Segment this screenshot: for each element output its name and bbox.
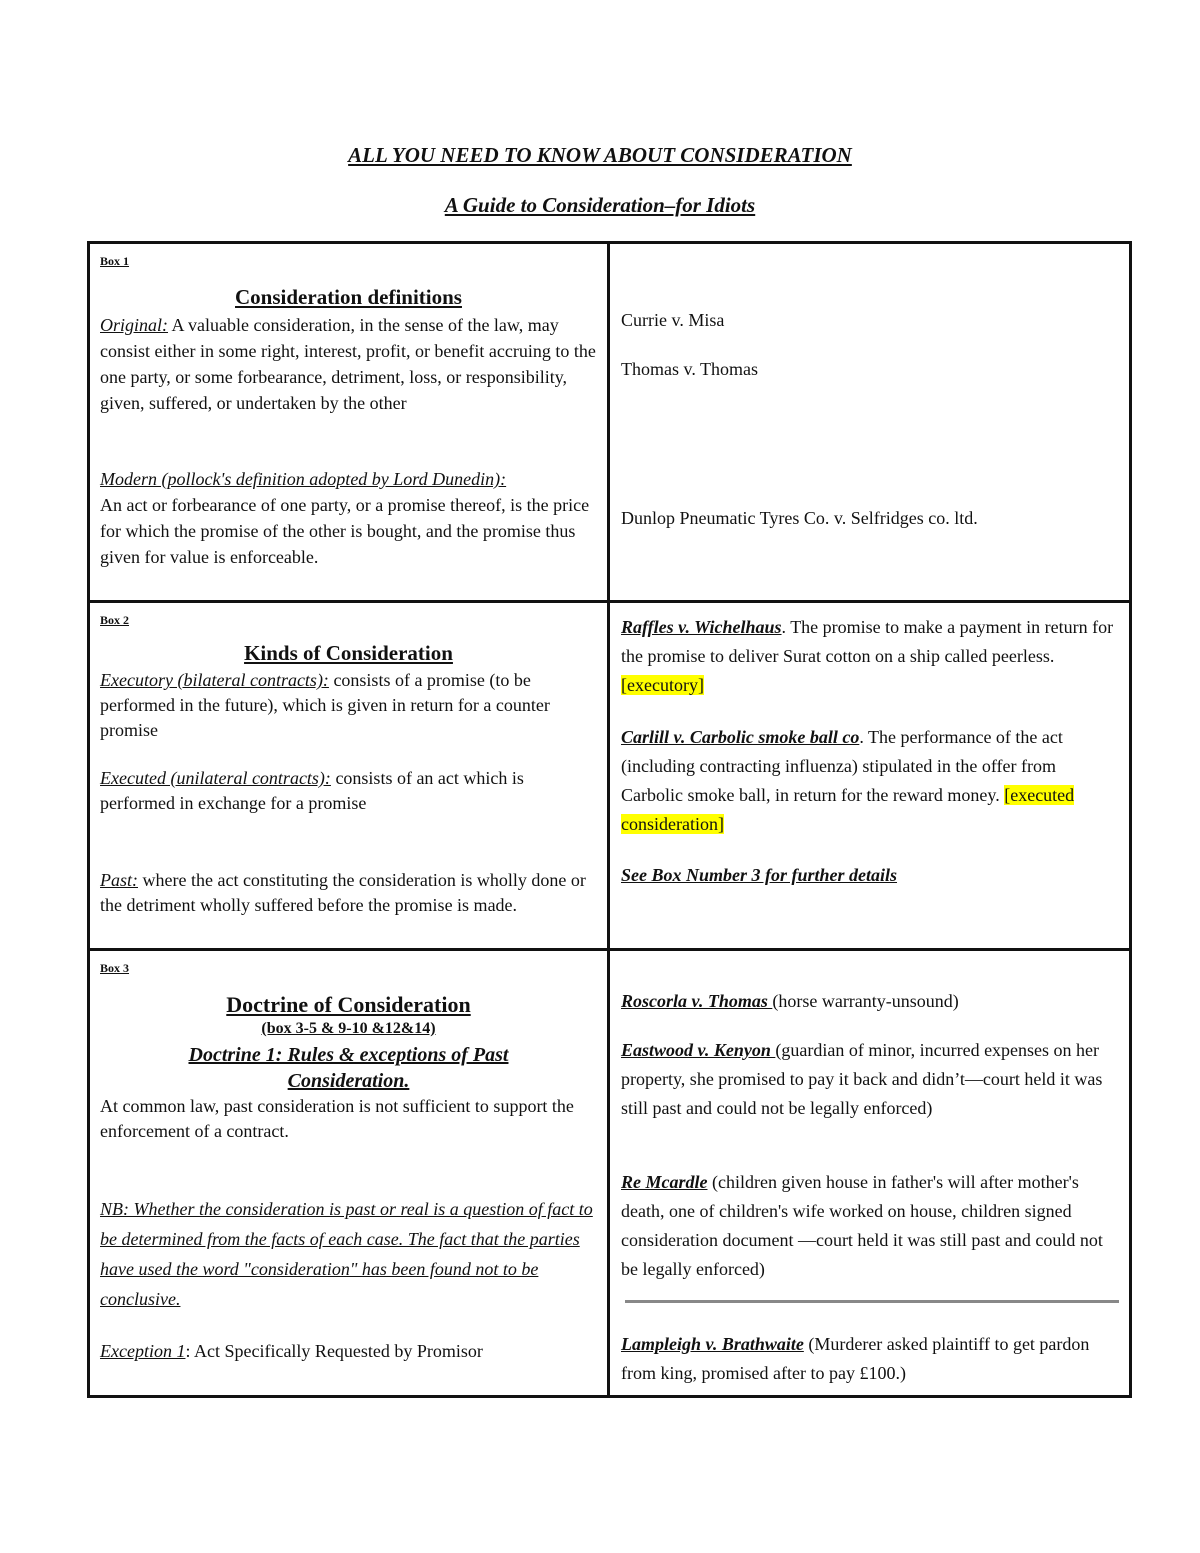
definition-label: Original: xyxy=(100,315,169,335)
consideration-table xyxy=(87,241,1132,1398)
box1-left-cell xyxy=(89,243,609,602)
doctrine-title: Doctrine 1: Rules & exceptions of Past Consideration. xyxy=(188,1044,509,1092)
definition-text: consists of a promise (to be performed in the future), which is given in return for a counter promise xyxy=(100,670,550,740)
case-entry-raffles xyxy=(621,613,1121,700)
case-name: Lampleigh v. Brathwaite xyxy=(621,1334,804,1354)
box3-right-cell xyxy=(609,950,1131,1397)
highlighted-tag: [executed consideration] xyxy=(621,785,1075,834)
definition-label: Modern (pollock's definition adopted by Lord Dunedin): xyxy=(100,469,507,489)
box-heading: Consideration definitions xyxy=(235,285,462,309)
case-entry-eastwood xyxy=(621,1036,1121,1123)
definition-label: Past: xyxy=(100,870,138,890)
box-heading: Doctrine of Consideration xyxy=(226,992,471,1017)
case-name: Raffles v. Wichelhaus xyxy=(621,617,782,637)
box-subheading: (box 3-5 & 9-10 &12&14) xyxy=(261,1020,436,1037)
table-row xyxy=(89,602,1131,950)
exception-entry xyxy=(100,1338,597,1364)
table-row xyxy=(89,243,1131,602)
highlighted-tag: [executory] xyxy=(621,675,704,695)
definition-label: Executed (unilateral contracts): xyxy=(100,768,331,788)
definition-text: consists of an act which is performed in exchange for a promise xyxy=(100,768,524,813)
document-title: ALL YOU NEED TO KNOW ABOUT CONSIDERATION xyxy=(348,143,852,167)
case-entry-mcardle xyxy=(621,1168,1121,1284)
definition-text: where the act constituting the consideration is wholly done or the detriment wholly suffered before the promise is made. xyxy=(100,870,586,915)
exception-label: Exception 1 xyxy=(100,1341,186,1361)
box3-left-cell xyxy=(89,950,609,1397)
box2-right-cell xyxy=(609,602,1131,950)
case-summary: (children given house in father's will after mother's death, one of children's wife worked on house, children signed consideration document —court held it was still past and could not be legally enforced) xyxy=(621,1172,1103,1279)
executed-definition xyxy=(100,766,597,816)
case-summary: . The performance of the act (including contracting influenza) stipulated in the offer from Carbolic smoke ball, in return for the reward money. xyxy=(621,727,1063,805)
case-name: Dunlop Pneumatic Tyres Co. v. Selfridges co. ltd. xyxy=(621,508,978,528)
modern-definition xyxy=(100,466,597,570)
nb-note: NB: Whether the consideration is past or real is a question of fact to be determined from the facts of each case. The fact that the parties have used the word "consideration" has been found not to be conclusive. xyxy=(100,1199,593,1309)
box-label: Box 2 xyxy=(100,613,130,627)
box2-left-cell xyxy=(89,602,609,950)
past-definition xyxy=(100,868,597,918)
exception-text: : Act Specifically Requested by Promisor xyxy=(185,1341,483,1361)
box-heading: Kinds of Consideration xyxy=(244,641,453,665)
case-entry-carlill xyxy=(621,723,1121,839)
cross-reference-text: See Box Number 3 for further details xyxy=(621,865,898,885)
case-name: Currie v. Misa xyxy=(621,310,725,330)
definition-label: Executory (bilateral contracts): xyxy=(100,670,329,690)
case-summary: (guardian of minor, incurred expenses on her property, she promised to pay it back and didn’t—court held it was still past and could not be legally enforced) xyxy=(621,1040,1103,1118)
case-entry-lampleigh xyxy=(621,1330,1121,1388)
case-name: Thomas v. Thomas xyxy=(621,359,758,379)
cross-reference xyxy=(621,861,1121,890)
case-name: Re Mcardle xyxy=(621,1172,708,1192)
case-entry-roscorla xyxy=(621,987,1121,1016)
document-subtitle: A Guide to Consideration–for Idiots xyxy=(444,193,756,217)
original-definition xyxy=(100,312,597,416)
definition-text: An act or forbearance of one party, or a promise thereof, is the price for which the promise of the other is bought, and the promise thus given for value is enforceable. xyxy=(100,495,590,567)
table-row xyxy=(89,950,1131,1397)
case-name: Eastwood v. Kenyon xyxy=(621,1040,776,1060)
case-name: Carlill v. Carbolic smoke ball co xyxy=(621,727,860,747)
box1-right-cell xyxy=(609,243,1131,602)
box-label: Box 1 xyxy=(100,254,130,268)
case-summary: (horse warranty-unsound) xyxy=(772,991,959,1011)
box-label: Box 3 xyxy=(100,961,130,975)
executory-definition xyxy=(100,668,597,743)
case-name: Roscorla v. Thomas xyxy=(621,991,773,1011)
case-summary: . The promise to make a payment in return for the promise to deliver Surat cotton on a ship called peerless. xyxy=(621,617,1114,666)
horizontal-divider xyxy=(625,1300,1119,1303)
definition-text: A valuable consideration, in the sense of the law, may consist either in some right, interest, profit, or benefit accruing to the one party, or some forbearance, detriment, loss, or responsibility, given, suffered, or undertaken by the other xyxy=(100,315,596,413)
past-consideration-rule: At common law, past consideration is not sufficient to support the enforcement of a contract. xyxy=(100,1096,574,1141)
case-summary: (Murderer asked plaintiff to get pardon from king, promised after to pay £100.) xyxy=(621,1334,1090,1383)
